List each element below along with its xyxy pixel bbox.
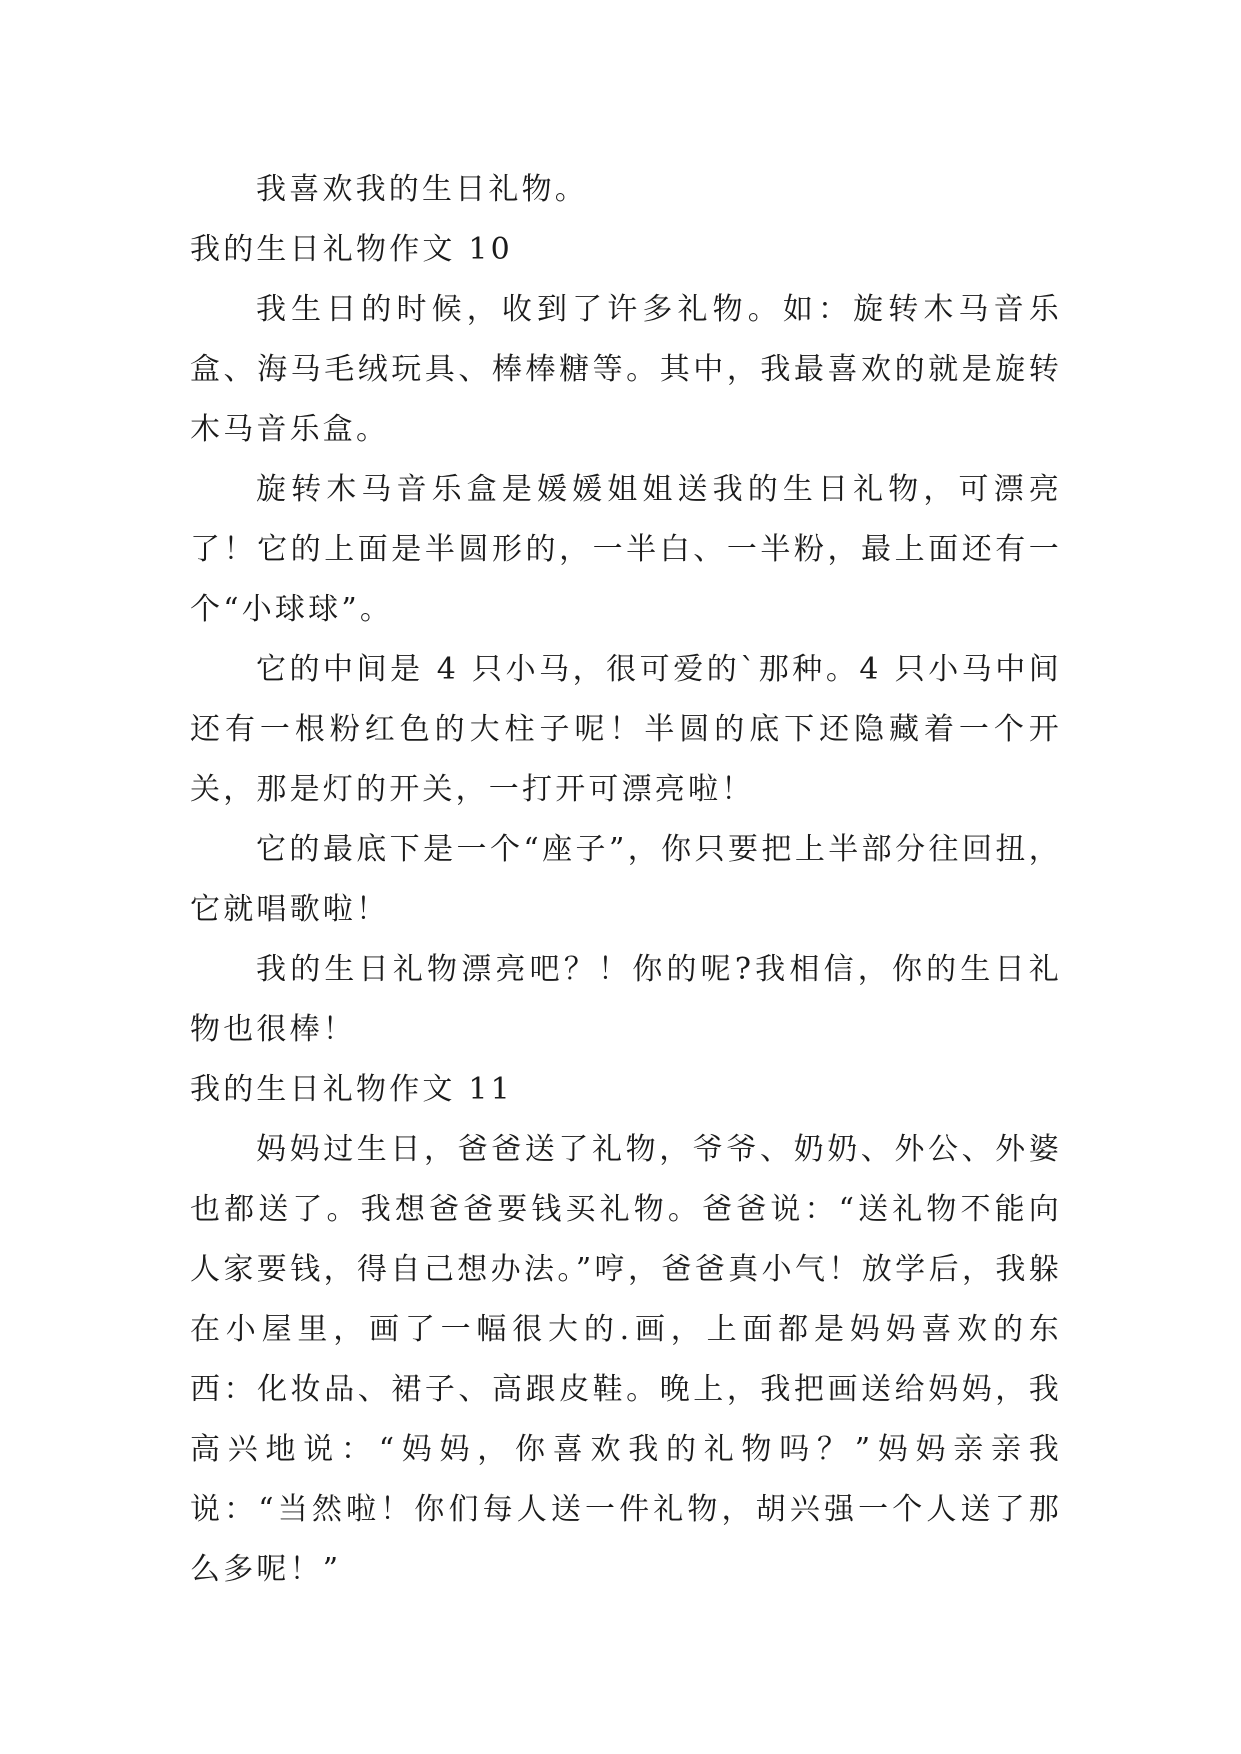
paragraph: 旋转木马音乐盒是媛媛姐姐送我的生日礼物，可漂亮了！它的上面是半圆形的，一半白、一半粉，最上面还有一个“小球球”。 xyxy=(190,472,1062,627)
document-body xyxy=(190,160,1062,1600)
paragraph: 它的最底下是一个“座子”，你只要把上半部分往回扭，它就唱歌啦！ xyxy=(190,832,1062,927)
paragraph: 它的中间是 4 只小马，很可爱的`那种。4 只小马中间还有一根粉红色的大柱子呢！半圆的底下还隐藏着一个开关，那是灯的开关，一打开可漂亮啦！ xyxy=(190,652,1062,807)
essay-heading: 我的生日礼物作文 11 xyxy=(190,1072,513,1107)
paragraph: 我的生日礼物漂亮吧？！你的呢?我相信，你的生日礼物也很棒！ xyxy=(190,952,1062,1047)
paragraph: 我喜欢我的生日礼物。 xyxy=(256,172,588,207)
essay-heading: 我的生日礼物作文 10 xyxy=(190,232,513,267)
paragraph: 我生日的时候，收到了许多礼物。如：旋转木马音乐盒、海马毛绒玩具、棒棒糖等。其中，我最喜欢的就是旋转木马音乐盒。 xyxy=(190,292,1062,447)
paragraph: 妈妈过生日，爸爸送了礼物，爷爷、奶奶、外公、外婆也都送了。我想爸爸要钱买礼物。爸爸说：“送礼物不能向人家要钱，得自己想办法。”哼，爸爸真小气！放学后，我躲在小屋里，画了一幅很大的.画，上面都是妈妈喜欢的东西：化妆品、裙子、高跟皮鞋。晚上，我把画送给妈妈，我高兴地说：“妈妈，你喜欢我的礼物吗？”妈妈亲亲我说：“当然啦！你们每人送一件礼物，胡兴强一个人送了那么多呢！” xyxy=(190,1132,1062,1587)
